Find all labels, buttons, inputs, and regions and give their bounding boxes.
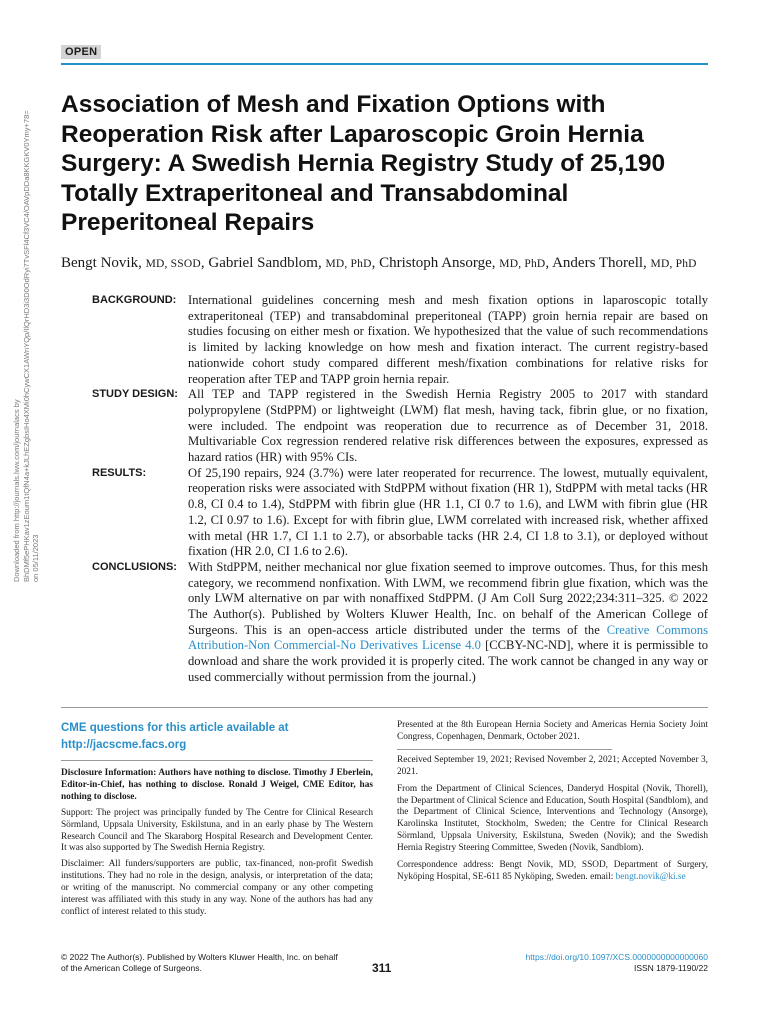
- disclosure-note: Disclosure Information: Authors have nothing to disclose. Timothy J Eberlein, Editor-in-Chief, has nothing to disclose. Ronald J Weigel, CME Editor, has nothing to disclose.: [61, 768, 373, 802]
- section-heading: BACKGROUND:: [92, 294, 177, 306]
- note-divider: [397, 749, 612, 750]
- author-name: Christoph Ansorge: [379, 255, 492, 271]
- correspondence: Correspondence address: Bengt Novik, MD, SSOD, Department of Surgery, Nyköping Hospital, SE-611 85 Nyköping, Sweden. email: bengt.novik@ki.se: [397, 860, 708, 882]
- footer-doi: [460, 952, 708, 974]
- section-heading: STUDY DESIGN:: [92, 388, 178, 401]
- section-text: Of 25,190 repairs, 924 (3.7%) were later reoperated for recurrence. The lowest, mutually equivalent, reoperation risks were associated with StdPPM without fixation (HR 1), StdPPM with metal tacks (HR 0.8, CI 0.4 to 1.4), StdPPM with fibrin glue (HR 1.1, CI 0.7 to 1.6), and LWM with fibrin glue (HR 1.2, CI 0.97 to 1.6). Except for with fibrin glue, LWM correlated with increased risk, whether affixed with metal (HR 1.7, CI 1.1 to 2.7), or absorbable tacks (HR 2.4, CI 1.8 to 3.1), or deployed without fixation (HR 2.0, CI 1.6 to 2.6).: [188, 465, 708, 559]
- download-watermark: [12, 110, 43, 582]
- presented-note: Presented at the 8th European Hernia Society and Americas Hernia Society Joint Congress, Copenhagen, Denmark, October 2021.: [397, 720, 708, 742]
- page-number: 311: [372, 961, 392, 975]
- author-degrees: MD, PhD: [499, 258, 546, 270]
- author-name: Anders Thorell: [552, 255, 644, 271]
- support-note: Support: The project was principally funded by The Centre for Clinical Research Sörmland, Uppsala University, Eskilstuna, and in an early phase by The Western Research Council and The Skaraborg Hospital Research and Development Center. It was also supported by The Swedish Hernia Registry.: [61, 807, 373, 854]
- affiliations: From the Department of Clinical Sciences, Danderyd Hospital (Novik, Thorell), the Department of Clinical Science and Education, South Hospital (Sandblom), and the Department of Clinical Science, Interventions and Technology (Ansorge), Karolinska Institutet, Stockholm, Sweden; the Centre for Clinical Research Sörmland, Uppsala University, Eskilstuna, Sweden (Novik); and the Swedish Hernia Registry Steering Committee, Sweden (Novik, Sandblom).: [397, 783, 708, 854]
- email-link[interactable]: bengt.novik@ki.se: [615, 871, 686, 882]
- author-degrees: MD, SSOD: [145, 258, 201, 270]
- section-heading: RESULTS:: [92, 466, 147, 479]
- article-title: Association of Mesh and Fixation Options with Reoperation Risk after Laparoscopic Groin Hernia Surgery: A Swedish Hernia Registry Study of 25,190 Totally Extraperitoneal and Transabdominal Preperitoneal Repairs: [61, 91, 666, 236]
- license-link[interactable]: Creative Commons Attribution-Non Commercial-No Derivatives License 4.0: [188, 622, 708, 653]
- open-access-badge: OPEN: [61, 45, 101, 59]
- notes-left-column: [61, 720, 373, 923]
- cme-divider: [61, 760, 373, 761]
- abstract: [92, 293, 708, 686]
- abstract-results: [92, 466, 708, 560]
- author-degrees: MD, PhD: [650, 258, 697, 270]
- section-text: With StdPPM, neither mechanical nor glue fixation seemed to improve outcomes. Thus, for this mesh category, we recommend nonfixation. With LWM, we recommend fibrin glue fixation, which was the only LWM alternative on par with nonaffixed StdPPM. (J Am Coll Surg 2022;234:311–325. © 2022 The Author(s). Published by Wolters Kluwer Health, Inc. on behalf of the American College of Surgeons. This is an open-access article distributed under the terms of the Creative Commons Attribution-Non Commercial-No Derivatives License 4.0 [CCBY-NC-ND], where it is permissible to download and share the work provided it is properly cited. The work cannot be changed in any way or used commercially without permission from the journal.): [188, 559, 709, 684]
- section-divider: [61, 707, 708, 708]
- author-name: Bengt Novik: [61, 255, 139, 271]
- disclaimer-note: Disclaimer: All funders/supporters are public, tax-financed, non-profit Swedish institutions. They had no role in the design, analysis, or interpretation of the data; or writing of the manuscript. No commercial company or any other competing interest was affiliated with this study in any way. None of the authors has had any conflict of interest related to this study.: [61, 859, 373, 917]
- cme-notice[interactable]: CME questions for this article available at http://jacscme.facs.org: [61, 722, 289, 751]
- abstract-study-design: [92, 387, 708, 466]
- author-list: Bengt Novik, MD, SSOD, Gabriel Sandblom, MD, PhD, Christoph Ansorge, MD, PhD, Anders Thorell, MD, PhD: [61, 255, 697, 271]
- doi-link[interactable]: https://doi.org/10.1097/XCS.0000000000000060: [525, 952, 708, 962]
- header-rule: [61, 63, 708, 65]
- abstract-conclusions: [92, 560, 708, 686]
- author-name: Gabriel Sandblom: [208, 255, 318, 271]
- notes-right-column: [397, 720, 708, 889]
- download-note-text: Downloaded from http://journals.lww.com/journalacs by BhDMf5ePHKav1zEoum1tQfN4a+kJLhEZgbsIHo4XMi0hCywCX1AWnYQp/IlQrHD3i3D0OdRyi7TvSFl4Cf3VC4/OAVpDDa8KKGKV0Ymy+78= on 05/11/2023: [12, 110, 40, 582]
- section-text: All TEP and TAPP registered in the Swedish Hernia Registry 2005 to 2017 with standard polypropylene (StdPPM) or lightweight (LWM) flat mesh, having tack, fibrin glue, or no fixation, were included. The endpoint was reoperation due to recurrence as of December 31, 2018. Multivariable Cox regression rendered relative risk differences between the exposures, expressed as hazard ratios (HR) with 95% CIs.: [188, 387, 708, 465]
- issn: ISSN 1879-1190/22: [633, 963, 708, 973]
- footer-copyright: © 2022 The Author(s). Published by Wolters Kluwer Health, Inc. on behalf of the American College of Surgeons.: [61, 952, 338, 973]
- section-text: International guidelines concerning mesh and mesh fixation options in laparoscopic totally extraperitoneal (TEP) and transabdominal preperitoneal (TAPP) groin hernia repair are based on studies focusing on either mesh or fixation. We hypothesized that the value of such recommendations is limited by lacking knowledge on how mesh and fixation interact. The current registry-based nationwide cohort study compared different mesh/fixation combinations for relative risks for reoperation after TEP and TAPP groin hernia repair.: [188, 293, 708, 386]
- abstract-background: [92, 293, 708, 387]
- author-degrees: MD, PhD: [325, 258, 372, 270]
- section-heading: CONCLUSIONS:: [92, 560, 177, 573]
- received-dates: Received September 19, 2021; Revised November 2, 2021; Accepted November 3, 2021.: [397, 754, 708, 777]
